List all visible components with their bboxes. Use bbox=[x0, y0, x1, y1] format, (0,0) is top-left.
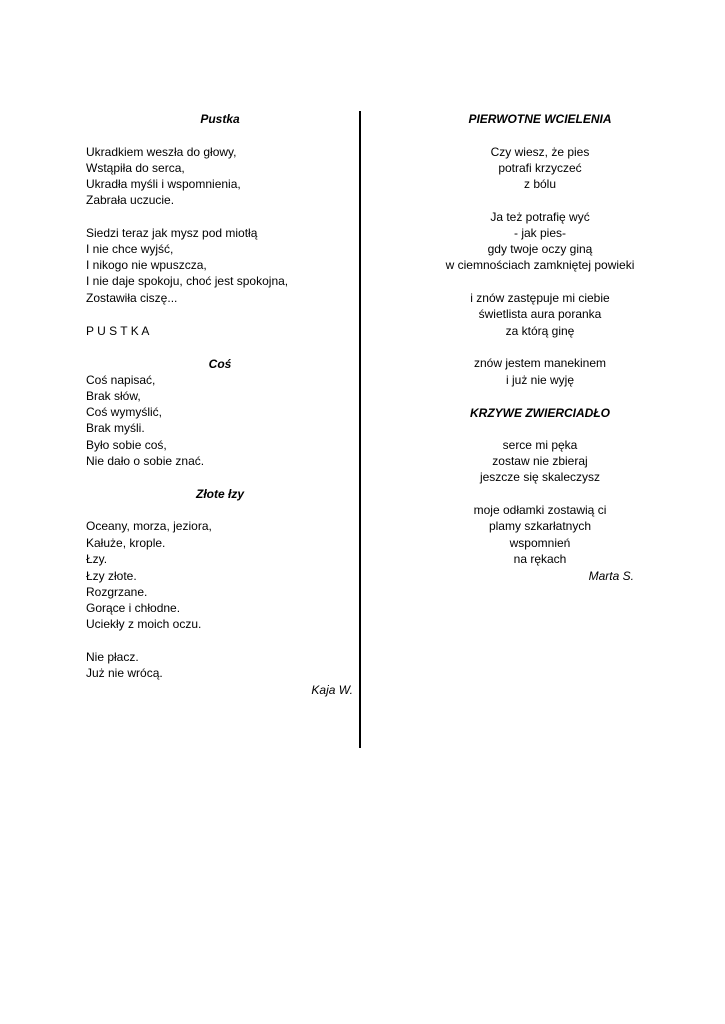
poem-line: i już nie wyję bbox=[505, 373, 575, 387]
poem-line: - jak pies- bbox=[513, 226, 566, 240]
poem-line: Wstąpiła do serca, bbox=[86, 161, 185, 175]
poem-line: Zabrała uczucie. bbox=[86, 193, 175, 207]
signature: Kaja W. bbox=[311, 683, 353, 697]
poem-line: Było sobie coś, bbox=[86, 438, 167, 452]
poem-line: Gorące i chłodne. bbox=[86, 601, 181, 615]
poem-line: Brak słów, bbox=[86, 389, 141, 403]
poem-line: i znów zastępuje mi ciebie bbox=[470, 291, 610, 305]
poem-line: Czy wiesz, że pies bbox=[490, 145, 590, 159]
column-divider bbox=[359, 111, 361, 748]
poem-line: jeszcze się skaleczysz bbox=[479, 470, 601, 484]
poem-title-pierwotne-wcielenia: PIERWOTNE WCIELENIA bbox=[468, 112, 612, 126]
poem-line: Coś wymyślić, bbox=[86, 405, 163, 419]
poem-title-krzywe-zwierciadlo: KRZYWE ZWIERCIADŁO bbox=[470, 406, 610, 420]
poem-line: plamy szkarłatnych bbox=[488, 519, 592, 533]
poem-line: Brak myśli. bbox=[86, 421, 145, 435]
poem-line: I nie chce wyjść, bbox=[86, 242, 174, 256]
poem-line: I nikogo nie wpuszcza, bbox=[86, 258, 207, 272]
poem-line: Rozgrzane. bbox=[86, 585, 148, 599]
poem-line: moje odłamki zostawią ci bbox=[473, 503, 607, 517]
poem-line: P U S T K A bbox=[86, 324, 150, 338]
poem-line: Uciekły z moich oczu. bbox=[86, 617, 202, 631]
poem-line: na rękach bbox=[513, 552, 567, 566]
poem-line: Nie dało o sobie znać. bbox=[86, 454, 205, 468]
poem-line: świetlista aura poranka bbox=[478, 307, 602, 321]
poem-line: Łzy złote. bbox=[86, 569, 137, 583]
poem-title-cos: Coś bbox=[208, 357, 232, 371]
poem-line: serce mi pęka bbox=[502, 438, 578, 452]
poem-line: Ukradła myśli i wspomnienia, bbox=[86, 177, 241, 191]
poem-title-pustka: Pustka bbox=[200, 112, 240, 126]
poem-line: gdy twoje oczy giną bbox=[487, 242, 593, 256]
poem-line: znów jestem manekinem bbox=[473, 356, 607, 370]
poem-line: Zostawiła ciszę... bbox=[86, 291, 178, 305]
poem-line: Ukradkiem weszła do głowy, bbox=[86, 145, 237, 159]
poem-line: Kałuże, krople. bbox=[86, 536, 166, 550]
poem-line: Siedzi teraz jak mysz pod miotłą bbox=[86, 226, 258, 240]
poem-line: wspomnień bbox=[509, 536, 571, 550]
poem-line: Coś napisać, bbox=[86, 373, 156, 387]
poem-line: zostaw nie zbieraj bbox=[492, 454, 588, 468]
poem-line: Ja też potrafię wyć bbox=[490, 210, 590, 224]
poem-line: Oceany, morza, jeziora, bbox=[86, 519, 212, 533]
signature: Marta S. bbox=[588, 569, 634, 583]
poem-line: za którą ginę bbox=[505, 324, 575, 338]
poem-line: Już nie wrócą. bbox=[86, 666, 163, 680]
poem-line: w ciemnościach zamkniętej powieki bbox=[445, 258, 635, 272]
poem-title-zlote-lzy: Złote łzy bbox=[195, 487, 244, 501]
poem-line: potrafi krzyczeć bbox=[498, 161, 582, 175]
poem-line: z bólu bbox=[523, 177, 557, 191]
poem-line: Nie płacz. bbox=[86, 650, 139, 664]
poem-line: Łzy. bbox=[86, 552, 108, 566]
poem-line: I nie daje spokoju, choć jest spokojna, bbox=[86, 274, 289, 288]
